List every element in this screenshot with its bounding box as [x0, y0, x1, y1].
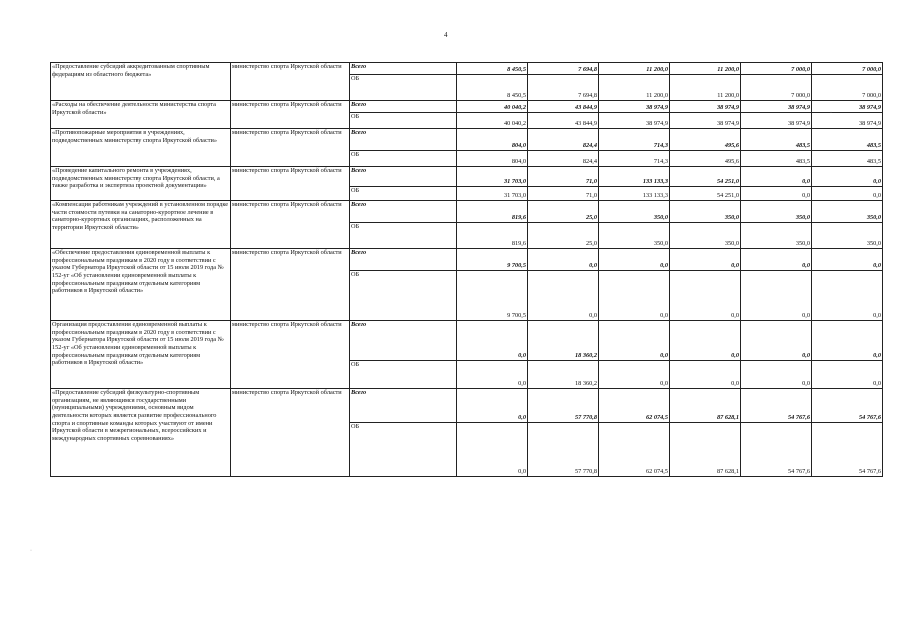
table-row [51, 389, 883, 423]
total-value-cell: 54 767,6 [741, 389, 812, 423]
ob-value-cell: 0,0 [528, 271, 599, 321]
total-value-cell: 0,0 [812, 249, 883, 271]
scan-mark: · [830, 110, 832, 116]
total-value-cell: 133 133,3 [599, 167, 670, 187]
ob-value-cell: 25,0 [528, 223, 599, 249]
funding-source-ob-cell: ОБ [350, 113, 457, 129]
total-value-cell: 43 844,9 [528, 101, 599, 113]
ob-value-cell: 38 974,9 [812, 113, 883, 129]
total-value-cell: 0,0 [599, 321, 670, 361]
executor-cell: министерство спорта Иркутской области [231, 129, 350, 167]
ob-value-cell: 71,0 [528, 187, 599, 201]
ob-value-cell: 804,0 [457, 151, 528, 167]
ob-value-cell: 43 844,9 [528, 113, 599, 129]
total-value-cell: 824,4 [528, 129, 599, 151]
ob-value-cell: 18 360,2 [528, 361, 599, 389]
total-value-cell: 8 450,5 [457, 63, 528, 75]
ob-value-cell: 0,0 [741, 361, 812, 389]
total-value-cell: 0,0 [599, 249, 670, 271]
program-name-cell: «Проведение капитального ремонта в учреждениях, подведомственных министерству спорта Иркутской области, а также разработка и экспертиза проектной документации» [51, 167, 231, 201]
total-value-cell: 0,0 [457, 389, 528, 423]
total-value-cell: 25,0 [528, 201, 599, 223]
ob-value-cell: 7 000,0 [812, 75, 883, 101]
executor-cell: министерство спорта Иркутской области [231, 167, 350, 201]
executor-cell: министерство спорта Иркутской области [231, 389, 350, 477]
ob-value-cell: 87 628,1 [670, 423, 741, 477]
total-value-cell: 0,0 [670, 321, 741, 361]
total-value-cell: 38 974,9 [741, 101, 812, 113]
total-value-cell: 62 074,5 [599, 389, 670, 423]
total-value-cell: 0,0 [812, 167, 883, 187]
table-row [51, 129, 883, 151]
ob-value-cell: 38 974,9 [670, 113, 741, 129]
funding-source-total-cell: Всего [350, 167, 457, 187]
total-value-cell: 0,0 [812, 321, 883, 361]
total-value-cell: 54 767,6 [812, 389, 883, 423]
funding-source-ob-cell: ОБ [350, 271, 457, 321]
total-value-cell: 819,6 [457, 201, 528, 223]
total-value-cell: 0,0 [741, 249, 812, 271]
ob-value-cell: 0,0 [599, 361, 670, 389]
executor-cell: министерство спорта Иркутской области [231, 101, 350, 129]
ob-value-cell: 0,0 [670, 271, 741, 321]
funding-source-total-cell: Всего [350, 321, 457, 361]
funding-source-ob-cell: ОБ [350, 187, 457, 201]
table-row [51, 167, 883, 187]
ob-value-cell: 714,3 [599, 151, 670, 167]
ob-value-cell: 0,0 [599, 271, 670, 321]
total-value-cell: 0,0 [457, 321, 528, 361]
ob-value-cell: 40 040,2 [457, 113, 528, 129]
budget-table [50, 62, 883, 477]
ob-value-cell: 350,0 [670, 223, 741, 249]
total-value-cell: 483,5 [812, 129, 883, 151]
total-value-cell: 7 000,0 [812, 63, 883, 75]
total-value-cell: 495,6 [670, 129, 741, 151]
funding-source-total-cell: Всего [350, 249, 457, 271]
total-value-cell: 0,0 [670, 249, 741, 271]
funding-source-total-cell: Всего [350, 389, 457, 423]
total-value-cell: 350,0 [670, 201, 741, 223]
total-value-cell: 350,0 [741, 201, 812, 223]
ob-value-cell: 0,0 [670, 361, 741, 389]
funding-source-total-cell: Всего [350, 129, 457, 151]
scan-mark: · [30, 548, 32, 554]
ob-value-cell: 38 974,9 [741, 113, 812, 129]
total-value-cell: 57 770,8 [528, 389, 599, 423]
total-value-cell: 40 040,2 [457, 101, 528, 113]
total-value-cell: 18 360,2 [528, 321, 599, 361]
ob-value-cell: 133 133,3 [599, 187, 670, 201]
executor-cell: министерство спорта Иркутской области [231, 321, 350, 389]
program-name-cell: «Противопожарные мероприятия в учреждениях, подведомственных министерству спорта Иркутской области» [51, 129, 231, 167]
total-value-cell: 31 703,0 [457, 167, 528, 187]
total-value-cell: 483,5 [741, 129, 812, 151]
ob-value-cell: 0,0 [812, 271, 883, 321]
budget-table-body [51, 63, 883, 477]
program-name-cell: «Расходы на обеспечение деятельности министерства спорта Иркутской области» [51, 101, 231, 129]
ob-value-cell: 54 767,6 [812, 423, 883, 477]
ob-value-cell: 8 450,5 [457, 75, 528, 101]
ob-value-cell: 350,0 [812, 223, 883, 249]
ob-value-cell: 0,0 [457, 361, 528, 389]
funding-source-ob-cell: ОБ [350, 75, 457, 101]
ob-value-cell: 54 251,0 [670, 187, 741, 201]
funding-source-ob-cell: ОБ [350, 361, 457, 389]
funding-source-total-cell: Всего [350, 63, 457, 75]
ob-value-cell: 11 200,0 [670, 75, 741, 101]
total-value-cell: 0,0 [528, 249, 599, 271]
total-value-cell: 7 000,0 [741, 63, 812, 75]
ob-value-cell: 57 770,8 [528, 423, 599, 477]
ob-value-cell: 350,0 [599, 223, 670, 249]
total-value-cell: 7 694,8 [528, 63, 599, 75]
ob-value-cell: 38 974,9 [599, 113, 670, 129]
ob-value-cell: 62 074,5 [599, 423, 670, 477]
total-value-cell: 38 974,9 [670, 101, 741, 113]
ob-value-cell: 483,5 [741, 151, 812, 167]
executor-cell: министерство спорта Иркутской области [231, 249, 350, 321]
ob-value-cell: 350,0 [741, 223, 812, 249]
total-value-cell: 350,0 [812, 201, 883, 223]
ob-value-cell: 11 200,0 [599, 75, 670, 101]
page-number: 4 [444, 31, 448, 39]
program-name-cell: «Компенсация работникам учреждений в установленном порядке части стоимости путевки на санаторно-курортное лечение в санаторно-курортных организациях, расположенных на территории Иркутской области» [51, 201, 231, 249]
table-row [51, 101, 883, 113]
ob-value-cell: 495,6 [670, 151, 741, 167]
table-row [51, 249, 883, 271]
program-name-cell: «Предоставление субсидий физкультурно-спортивным организациям, не являющимся государственными (муниципальными) учреждениями, основным видом деятельности которых является развитие профессионального спорта и спортивные команды которых участвуют от имени Иркутской области в межрегиональных, всероссийских и международных спортивных соревнованиях» [51, 389, 231, 477]
program-name-cell: «Предоставление субсидий аккредитованным спортивным федерациям из областного бюджета» [51, 63, 231, 101]
total-value-cell: 71,0 [528, 167, 599, 187]
table-row [51, 63, 883, 75]
executor-cell: министерство спорта Иркутской области [231, 63, 350, 101]
total-value-cell: 38 974,9 [812, 101, 883, 113]
program-name-cell: «Обеспечение предоставления единовременной выплаты к профессиональным праздникам в 2020 году в соответствии с указом Губернатора Иркутской области от 15 июля 2019 года № 152-уг «Об установлении единовременной выплаты к профессиональным праздникам отдельным категориям работников в Иркутской области» [51, 249, 231, 321]
total-value-cell: 714,3 [599, 129, 670, 151]
ob-value-cell: 819,6 [457, 223, 528, 249]
table-row [51, 321, 883, 361]
total-value-cell: 54 251,0 [670, 167, 741, 187]
total-value-cell: 0,0 [741, 167, 812, 187]
funding-source-total-cell: Всего [350, 101, 457, 113]
total-value-cell: 11 200,0 [670, 63, 741, 75]
funding-source-ob-cell: ОБ [350, 151, 457, 167]
ob-value-cell: 7 000,0 [741, 75, 812, 101]
ob-value-cell: 483,5 [812, 151, 883, 167]
total-value-cell: 11 200,0 [599, 63, 670, 75]
total-value-cell: 350,0 [599, 201, 670, 223]
total-value-cell: 804,0 [457, 129, 528, 151]
executor-cell: министерство спорта Иркутской области [231, 201, 350, 249]
ob-value-cell: 0,0 [812, 361, 883, 389]
ob-value-cell: 0,0 [457, 423, 528, 477]
total-value-cell: 87 628,1 [670, 389, 741, 423]
ob-value-cell: 31 703,0 [457, 187, 528, 201]
program-name-cell: Организация предоставления единовременной выплаты к профессиональным праздникам в 2020 году в соответствии с указом Губернатора Иркутской области от 15 июля 2019 года № 152-уг «Об установлении единовременной выплаты к профессиональным праздникам отдельным категориям работников в Иркутской области» [51, 321, 231, 389]
funding-source-ob-cell: ОБ [350, 223, 457, 249]
ob-value-cell: 0,0 [741, 271, 812, 321]
ob-value-cell: 9 700,5 [457, 271, 528, 321]
ob-value-cell: 824,4 [528, 151, 599, 167]
ob-value-cell: 0,0 [741, 187, 812, 201]
ob-value-cell: 0,0 [812, 187, 883, 201]
total-value-cell: 0,0 [741, 321, 812, 361]
table-row [51, 201, 883, 223]
funding-source-total-cell: Всего [350, 201, 457, 223]
ob-value-cell: 54 767,6 [741, 423, 812, 477]
total-value-cell: 9 700,5 [457, 249, 528, 271]
total-value-cell: 38 974,9 [599, 101, 670, 113]
ob-value-cell: 7 694,8 [528, 75, 599, 101]
funding-source-ob-cell: ОБ [350, 423, 457, 477]
